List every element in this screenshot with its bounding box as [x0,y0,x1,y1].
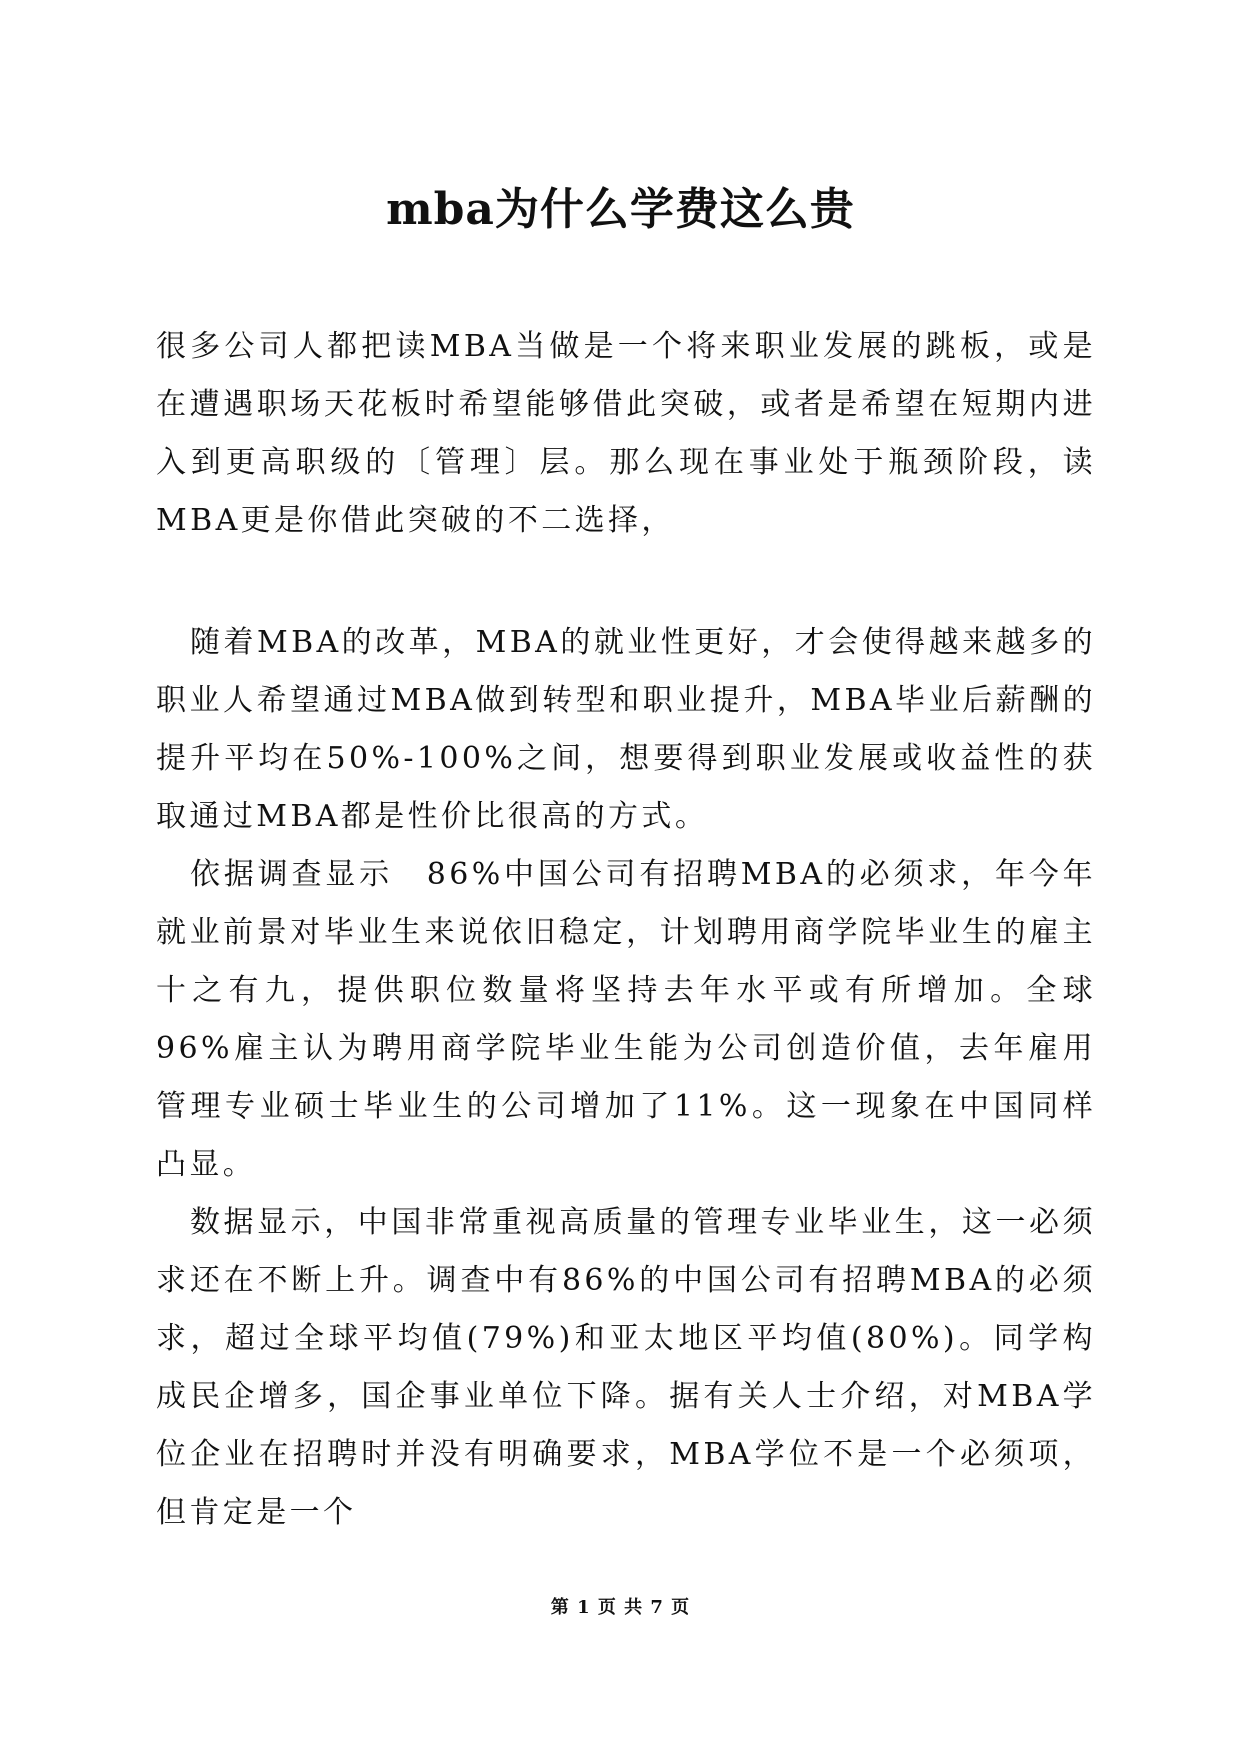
paragraph-spacer [156,550,1096,614]
paragraph-1: 很多公司人都把读MBA当做是一个将来职业发展的跳板，或是在遭遇职场天花板时希望能够借此突破，或者是希望在短期内进入到更高职级的〔管理〕层。那么现在事业处于瓶颈阶段，读MBA更是你借此突破的不二选择， [156,329,1096,538]
paragraph-4: 数据显示，中国非常重视高质量的管理专业毕业生，这一必须求还在不断上升。调查中有86%的中国公司有招聘MBA的必须求，超过全球平均值(79%)和亚太地区平均值(80%)。同学构成民企增多，国企事业单位下降。据有关人士介绍，对MBA学位企业在招聘时并没有明确要求，MBA学位不是一个必须项，但肯定是一个 [156,1205,1096,1530]
document-body [156,318,1096,1542]
document-title: mba为什么学费这么贵 [386,184,855,235]
paragraph-3: 依据调查显示 86%中国公司有招聘MBA的必须求，年今年就业前景对毕业生来说依旧稳定，计划聘用商学院毕业生的雇主十之有九，提供职位数量将坚持去年水平或有所增加。全球96%雇主认为聘用商学院毕业生能为公司创造价值，去年雇用管理专业硕士毕业生的公司增加了11%。这一现象在中国同样凸显。 [156,857,1096,1182]
paragraph-2: 随着MBA的改革，MBA的就业性更好，才会使得越来越多的职业人希望通过MBA做到转型和职业提升，MBA毕业后薪酬的提升平均在50%-100%之间，想要得到职业发展或收益性的获取通过MBA都是性价比很高的方式。 [156,625,1096,834]
page-footer: 第 1 页 共 7 页 [550,1597,691,1618]
